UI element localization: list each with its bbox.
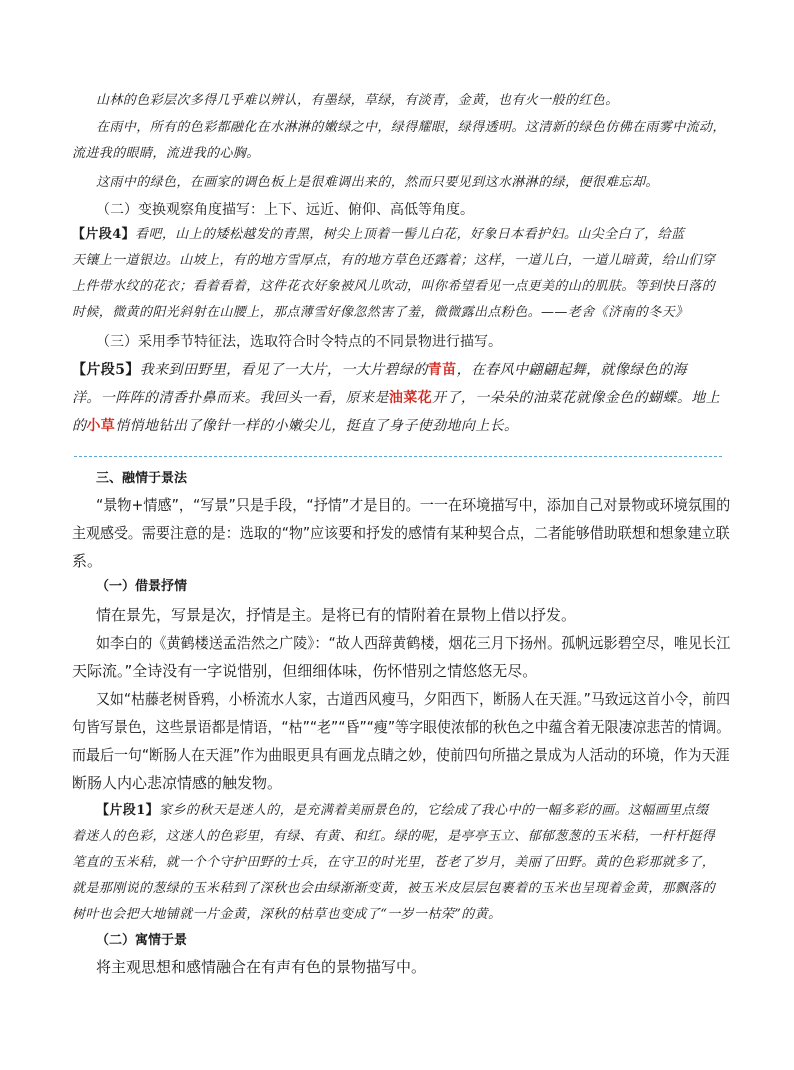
ma-zhiyuan-line4: 断肠人内心悲凉情感的触发物。 xyxy=(72,774,283,792)
highlight-rapeseed-flowers: 油菜花 xyxy=(388,390,433,406)
ma-zhiyuan-line2: 句皆写景色，这些景语都是情语，“枯”“老”“昏”“瘦”等字眼使浓郁的秋色之中蕴含着无限凄凉悲苦的情调。 xyxy=(72,718,731,736)
li-bai-line2: 天际流。”全诗没有一字说惜别，但细细体味，伤怀惜别之情悠悠无尽。 xyxy=(72,662,538,680)
fragment5-line2: 洋。一阵阵的清香扑鼻而来。我回头一看，原来是油菜花开了，一朵朵的油菜花就像金色的蝴蝶。地上 xyxy=(72,390,721,406)
paragraph-colors: 山林的色彩层次多得几乎难以辨认，有墨绿，草绿，有淡青，金黄，也有火一般的红色。 xyxy=(96,93,619,108)
fragment1-tag: 【片段1】 xyxy=(96,803,160,818)
fragment1-line1: 【片段1】家乡的秋天是迷人的，是充满着美丽景色的，它绘成了我心中的一幅多彩的画。这幅画里点缀 xyxy=(96,803,709,818)
ma-zhiyuan-line3: 而最后一句“断肠人在天涯”作为曲眼更具有画龙点睛之妙，使前四句所描之景成为人活动的环境，作为天涯 xyxy=(72,746,730,764)
paragraph-rain-line1: 在雨中，所有的色彩都融化在水淋淋的嫩绿之中，绿得耀眼，绿得透明。这清新的绿色仿佛在雨雾中流动， xyxy=(96,120,726,135)
intro-line3: 系。 xyxy=(72,552,103,570)
subheading-borrow-scene: （一）借景抒情 xyxy=(96,579,188,594)
li-bai-line1: 如李白的《黄鹤楼送孟浩然之广陵》：“故人西辞黄鹤楼，烟花三月下扬州。孤帆远影碧空尽，唯见长江 xyxy=(96,634,731,652)
heading-angle: （二）变换观察角度描写：上下、远近、俯仰、高低等角度。 xyxy=(96,202,474,218)
ma-zhiyuan-line1: 又如“枯藤老树昏鸦，小桥流水人家，古道西风瘦马，夕阳西下，断肠人在天涯。”马致远这首小令，前四 xyxy=(96,690,731,708)
heading-season: （三）采用季节特征法，选取符合时令特点的不同景物进行描写。 xyxy=(96,334,502,350)
fragment1-line4: 就是那刚说的葱绿的玉米秸到了深秋也会由绿渐渐变黄，被玉米皮层层包裹着的玉米也呈现着金黄，那飘落的 xyxy=(72,881,716,896)
subheading-emotion-in-scene: （二）寓情于景 xyxy=(96,933,188,948)
intro-line2: 主观感受。需要注意的是：选取的“物”应该要和抒发的感情有某种契合点，二者能够借助联想和想象建立联 xyxy=(72,524,730,542)
fragment4-line4: 时候，微黄的阳光斜射在山腰上，那点薄雪好像忽然害了羞，微微露出点粉色。——老舍《济南的冬天》 xyxy=(72,305,689,320)
intro-line1: “景物+情感”，“写景”只是手段，“抒情”才是目的。一一在环境描写中，添加自己对景物或环境氛围的 xyxy=(96,496,731,514)
highlight-green-seedlings: 青苗 xyxy=(427,362,457,378)
highlight-grass: 小草 xyxy=(86,418,116,434)
paragraph-rain-line2: 流进我的眼睛，流进我的心胸。 xyxy=(72,146,260,161)
fragment1-line2: 着迷人的色彩，这迷人的色彩里，有绿、有黄、和红。绿的呢，是亭亭玉立、郁郁葱葱的玉米秸，一杆杆挺得 xyxy=(72,829,716,844)
borrow-scene-p1: 情在景先，写景是次，抒情是主。是将已有的情附着在景物上借以抒发。 xyxy=(96,606,577,624)
fragment4-tag: 【片段4】 xyxy=(72,227,136,242)
fragment5-tag: 【片段5】 xyxy=(72,362,140,378)
emotion-in-scene-p1: 将主观思想和感情融合在有声有色的景物描写中。 xyxy=(96,958,427,976)
fragment4-line1: 【片段4】看吧，山上的矮松越发的青黑，树尖上顶着一髻儿白花，好象日本看护妇。山尖全白了，给蓝 xyxy=(72,227,685,242)
fragment1-line3: 笔直的玉米秸，就一个个守护田野的士兵，在守卫的时光里，苍老了岁月，美丽了田野。黄的色彩那就多了， xyxy=(72,855,716,870)
dashed-divider xyxy=(74,456,722,457)
fragment1-line5: 树叶也会把大地铺就一片金黄，深秋的枯草也变成了“一岁一枯荣”的黄。 xyxy=(72,907,502,922)
fragment4-line2: 天镶上一道银边。山坡上，有的地方雪厚点，有的地方草色还露着；这样，一道儿白，一道儿暗黄，给山们穿 xyxy=(72,253,716,268)
paragraph-green: 这雨中的绿色，在画家的调色板上是很难调出来的，然而只要见到这水淋淋的绿，便很难忘却。 xyxy=(96,175,659,190)
fragment5-line1: 【片段5】我来到田野里，看见了一大片，一大片碧绿的青苗，在春风中翩翩起舞，就像绿色的海 xyxy=(72,362,687,378)
fragment4-line3: 上件带水纹的花衣；看着看着，这件花衣好象被风儿吹动，叫你希望看见一点更美的山的肌肤。等到快日落的 xyxy=(72,279,716,294)
section-title: 三、融情于景法 xyxy=(96,471,188,486)
fragment5-line3: 的小草悄悄地钻出了像针一样的小嫩尖儿，挺直了身子使劲地向上长。 xyxy=(72,418,519,434)
